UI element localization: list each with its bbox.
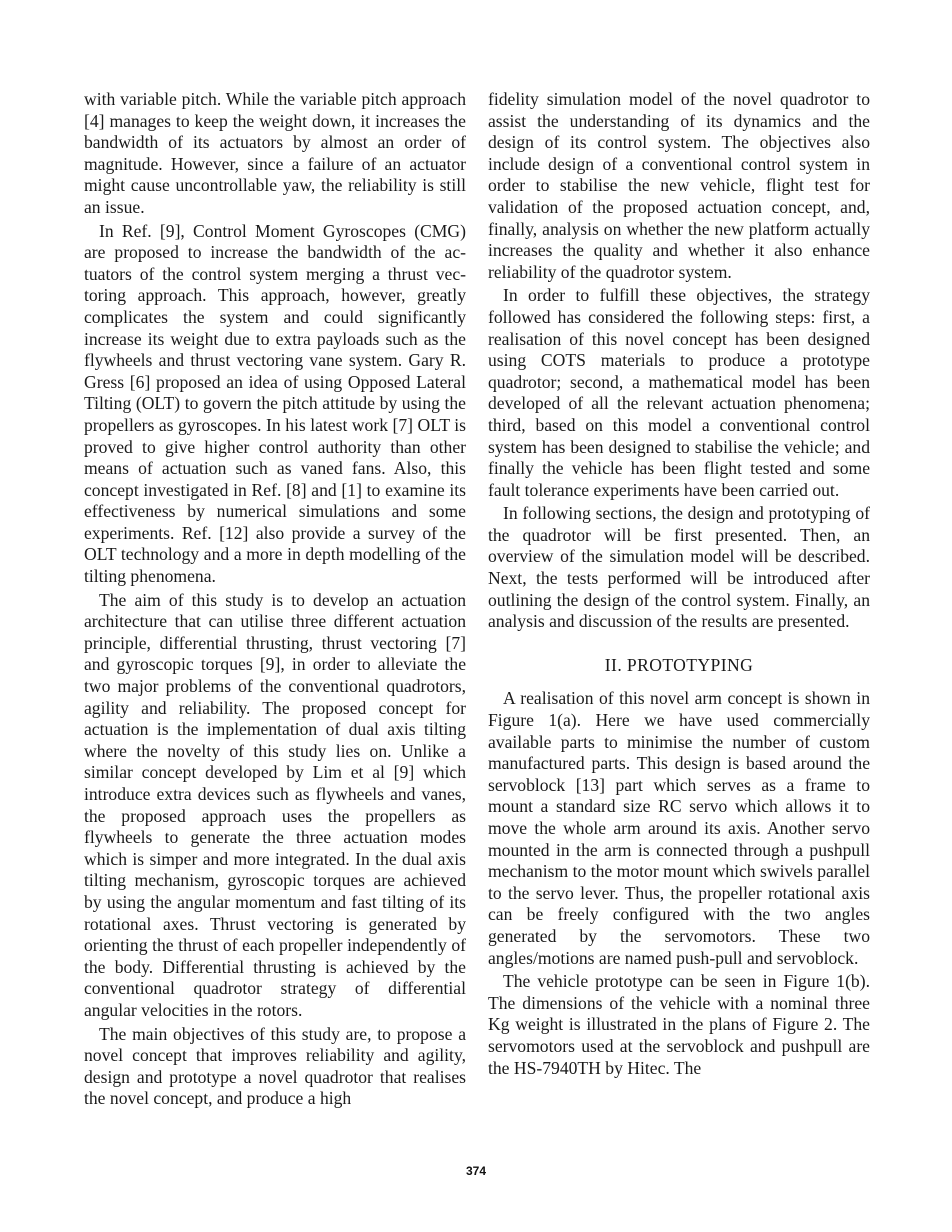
paragraph-objectives-continued: fidelity simulation model of the novel quadrotor to assist the understanding of its dynamics and the design of its control system. The objectives also include design of a conventional control system in order to stabilise the new vehicle, flight test for validation of the proposed actuation concept, and, finally, analysis on whether the new platform actually increases the quality and whether it also enhance reliability of the quadrotor system.: [488, 89, 870, 282]
paragraph-objectives: The main objectives of this study are, to propose a novel concept that improves reliability and agility, design and prototype a novel quadrotor that realises the novel concept, and produce a high: [84, 1023, 466, 1109]
left-column: [84, 89, 466, 1112]
page-number: 374: [465, 1164, 487, 1178]
right-column: [488, 89, 870, 1081]
paragraph-arm-concept: A realisation of this novel arm concept is shown in Figure 1(a). Here we have used commercially available parts to minimise the number of custom manufactured parts. This design is based around the servoblock [13] part which serves as a frame to mount a standard size RC servo which allows it to move the whole arm around its axis. Another servo mounted in the arm is connected through a pushpull mechanism to the motor mount which swivels parallel to the servo lever. Thus, the propeller rotational axis can be freely configured with the two angles generated by the servomotors. These two angles/motions are named push-pull and servoblock.: [488, 688, 870, 968]
paragraph-aim: The aim of this study is to develop an actuation architecture that can utilise three different actuation principle, differential thrusting, thrust vectoring [7] and gyroscopic torques [9], in order to alleviate the two major problems of the conventional quadrotors, agility and reliability. The proposed concept for actuation is the implementation of dual axis tilting where the novelty of this study lies on. Unlike a similar concept developed by Lim et al [9] which introduce extra devices such as flywheels and vanes, the proposed approach uses the propellers as flywheels to generate the three actuation modes which is simper and more integrated. In the dual axis tilting mechanism, gyroscopic torques are achieved by using the angular momentum and fast tilting of its rotational axes. Thrust vectoring is generated by orienting the thrust of each propeller independently of the body. Differential thrusting is achieved by the conventional quadrotor strategy of differential angular velocities in the rotors.: [84, 589, 466, 1020]
section-heading-prototyping: II. PROTOTYPING: [604, 654, 754, 675]
paragraph-outline: In following sections, the design and prototyping of the quadrotor will be first presented. Then, an overview of the simulation model will be described. Next, the tests performed will be introduced after outlining the design of the control system. Finally, an analysis and discussion of the results are presented.: [488, 503, 870, 632]
paragraph-vehicle-prototype: The vehicle prototype can be seen in Figure 1(b). The dimensions of the vehicle with a nominal three Kg weight is illustrated in the plans of Figure 2. The servomotors used at the servoblock and pushpull are the HS-7940TH by Hitec. The: [488, 971, 870, 1078]
paragraph-continued: with variable pitch. While the variable pitch approach [4] manages to keep the weight down, it increases the bandwidth of its actuators by almost an order of magnitude. However, since a failure of an actuator might cause uncontrollable yaw, the reliability is still an issue.: [84, 89, 466, 217]
paragraph-cmg: In Ref. [9], Control Moment Gyroscopes (CMG) are proposed to increase the bandwidth of the actuators of the control system merging a thrust vectoring approach. This approach, however, greatly complicates the system and could significantly increase its weight due to extra payloads such as the flywheels and thrust vectoring vane system. Gary R. Gress [6] proposed an idea of using Opposed Lateral Tilting (OLT) to govern the pitch attitude by using the propellers as gyroscopes. In his latest work [7] OLT is proved to give higher control authority than other means of actuation such as vaned fans. Also, this concept investigated in Ref. [8] and [1] to examine its effectiveness by numerical simulations and some experiments. Ref. [12] also provide a survey of the OLT technology and a more in depth modelling of the tilting phenomena.: [84, 220, 466, 587]
paragraph-strategy: In order to fulfill these objectives, the strategy followed has considered the following steps: first, a realisation of this novel concept has been designed using COTS materials to produce a prototype quadrotor; second, a mathematical model has been developed of all the relevant actuation phenomena; third, based on this model a conventional control system has been designed to stabilise the vehicle; and finally the vehicle has been flight tested and some fault tolerance experiments have been carried out.: [488, 285, 870, 500]
